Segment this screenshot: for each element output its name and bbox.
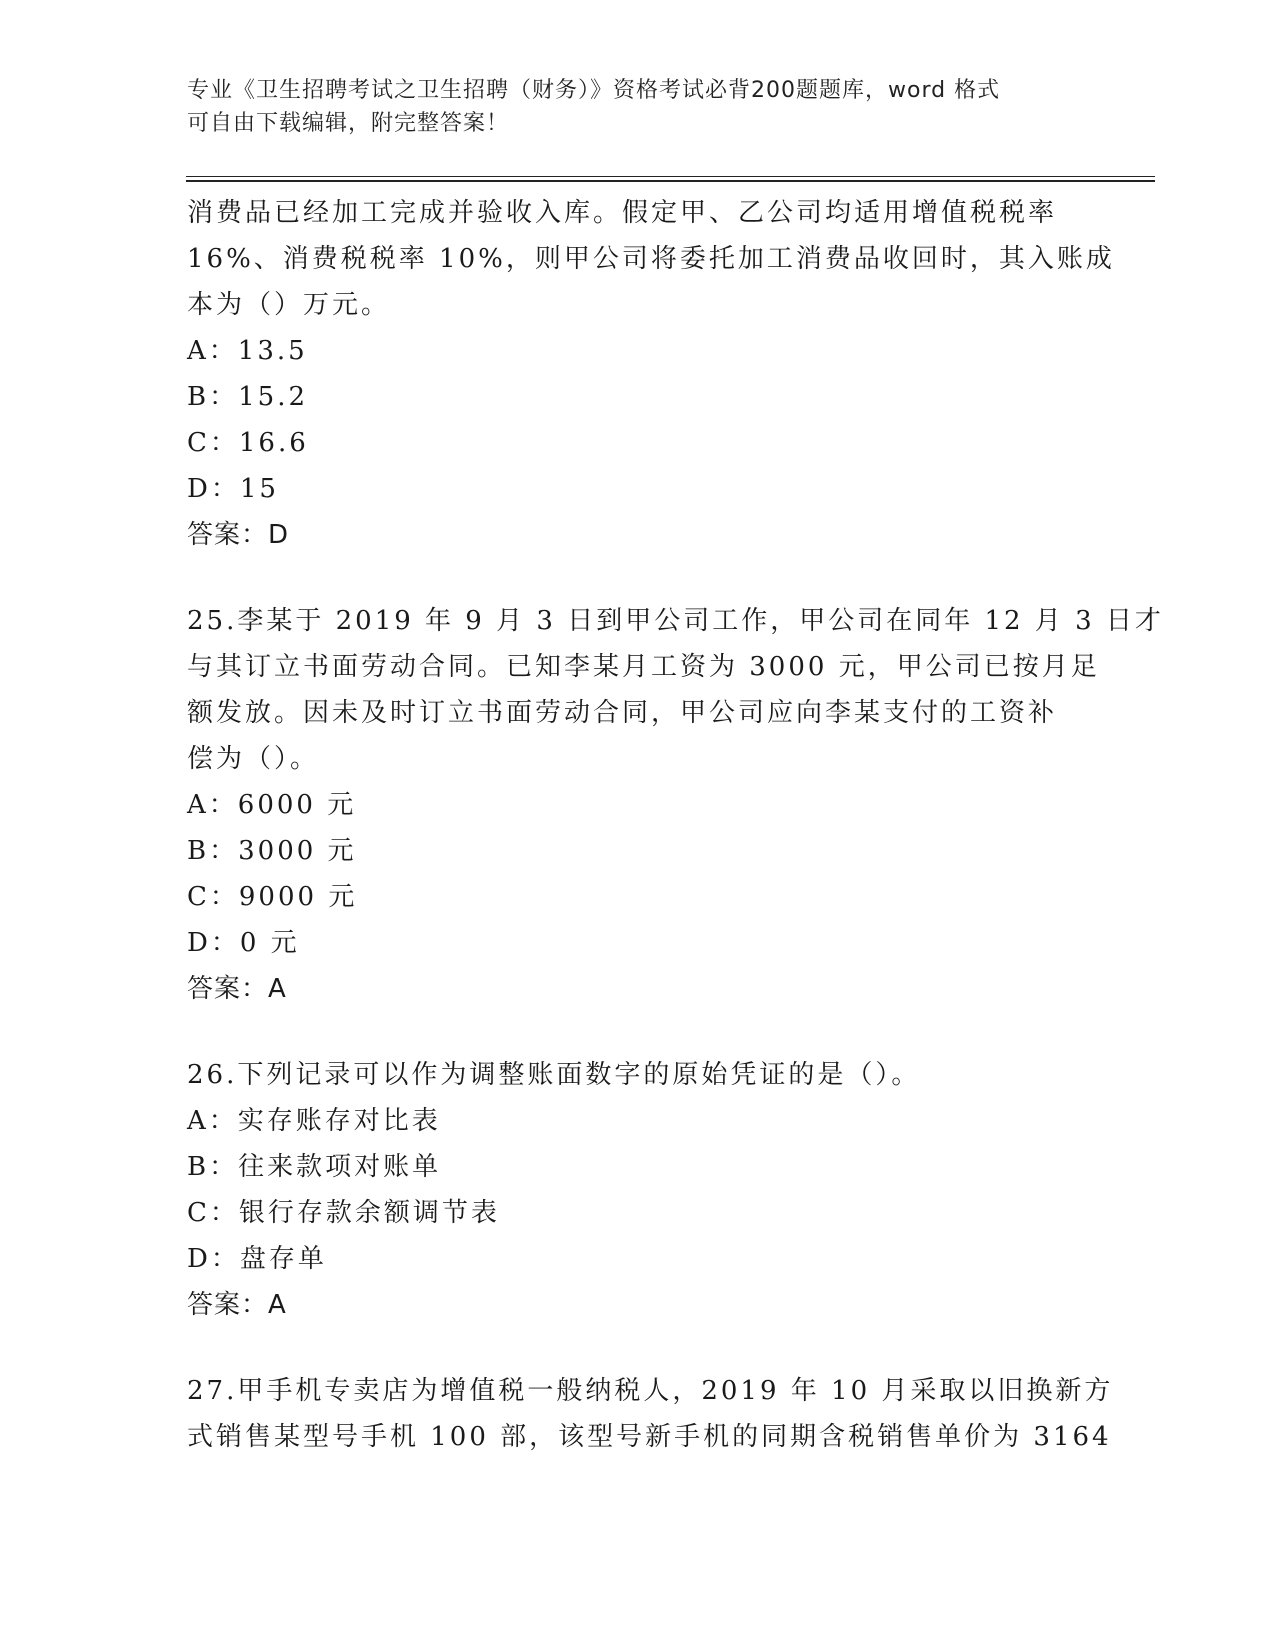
- option-d: D：盘存单: [187, 1244, 327, 1274]
- header-divider-thick: [186, 180, 1155, 182]
- answer: 答案：D: [187, 520, 290, 550]
- spacer: [187, 558, 1087, 598]
- option-c: C：9000 元: [187, 882, 358, 912]
- spacer: [187, 1328, 1087, 1368]
- option-a: A：6000 元: [187, 790, 357, 820]
- spacer: [187, 1012, 1087, 1052]
- option-c: C：16.6: [187, 428, 309, 458]
- question-stem-line: 26.下列记录可以作为调整账面数字的原始凭证的是（）。: [187, 1060, 921, 1090]
- question-stem-line: 本为（）万元。: [187, 290, 391, 320]
- question-stem-line: 16%、消费税税率 10%，则甲公司将委托加工消费品收回时，其入账成: [187, 244, 1115, 274]
- question-stem-line: 27.甲手机专卖店为增值税一般纳税人，2019 年 10 月采取以旧换新方: [187, 1376, 1114, 1406]
- question-24: [187, 190, 1115, 558]
- option-b: B：3000 元: [187, 836, 357, 866]
- question-26: [187, 1052, 1087, 1328]
- option-d: D：0 元: [187, 928, 300, 958]
- option-b: B：往来款项对账单: [187, 1152, 442, 1182]
- question-stem-line: 与其订立书面劳动合同。已知李某月工资为 3000 元，甲公司已按月足: [187, 652, 1100, 682]
- question-stem-line: 消费品已经加工完成并验收入库。假定甲、乙公司均适用增值税税率: [187, 198, 1058, 228]
- question-stem-line: 额发放。因未及时订立书面劳动合同，甲公司应向李某支付的工资补: [187, 698, 1058, 728]
- option-b: B：15.2: [187, 382, 308, 412]
- question-stem-line: 偿为（）。: [187, 744, 320, 774]
- option-a: A：实存账存对比表: [187, 1106, 441, 1136]
- question-stem-line: 25.李某于 2019 年 9 月 3 日到甲公司工作，甲公司在同年 12 月 3 日才: [187, 606, 1164, 636]
- header-line-2: 可自由下载编辑，附完整答案！: [187, 111, 510, 136]
- document-header: [187, 74, 1067, 140]
- option-a: A：13.5: [187, 336, 308, 366]
- answer: 答案：A: [187, 974, 287, 1004]
- question-stem-line: 式销售某型号手机 100 部，该型号新手机的同期含税销售单价为 3164: [187, 1422, 1112, 1452]
- header-divider-thin: [186, 176, 1155, 177]
- option-d: D：15: [187, 474, 279, 504]
- header-line-1: 专业《卫生招聘考试之卫生招聘（财务）》资格考试必背200题题库，word 格式: [187, 78, 1001, 103]
- question-list: [187, 190, 1164, 1460]
- answer: 答案：A: [187, 1290, 287, 1320]
- question-27: [187, 1368, 1114, 1460]
- option-c: C：银行存款余额调节表: [187, 1198, 500, 1228]
- question-25: [187, 598, 1164, 1012]
